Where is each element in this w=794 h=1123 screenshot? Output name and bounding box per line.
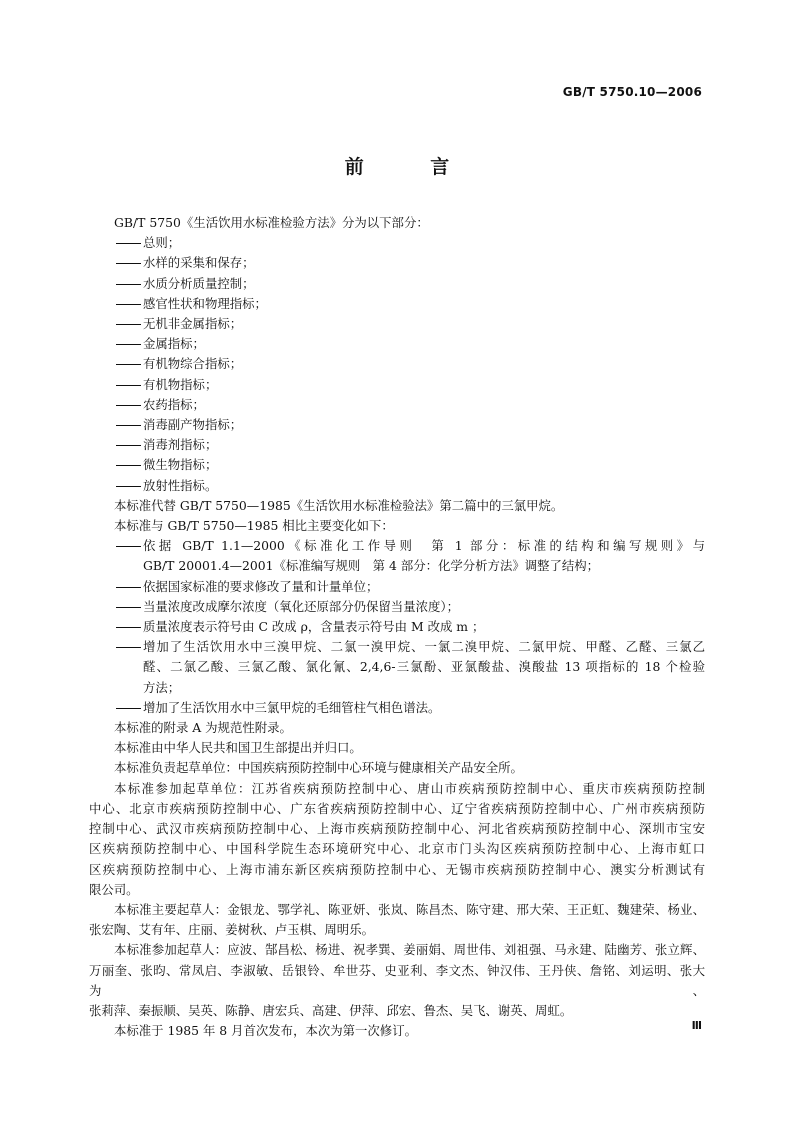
participating-units-line: 限公司。 <box>89 881 139 897</box>
change-item: 依据 GB/T 1.1—2000《标准化工作导则 第 1 部分：标准的结构和编写规则》与 <box>89 536 705 556</box>
change-item: 增加了生活饮用水中三溴甲烷、二氯一溴甲烷、一氯二溴甲烷、二氯甲烷、甲醛、乙醛、三氯乙 <box>89 637 705 657</box>
participating-units-line: 区疾病预防控制中心、中国科学院生态环境研究中心、北京市门头沟区疾病预防控制中心、上海市虹口 <box>89 841 705 857</box>
part-item: 感官性状和物理指标； <box>89 294 705 314</box>
replace-statement: 本标准代替 GB/T 5750—1985《生活饮用水标准检验法》第二篇中的三氯甲烷。 <box>114 497 564 513</box>
part-item: 有机物指标； <box>89 375 705 395</box>
part-item: 水质分析质量控制； <box>89 274 705 294</box>
first-issued-statement: 本标准于 1985 年 8 月首次发布，本次为第一次修订。 <box>114 1023 417 1039</box>
part-item: 无机非金属指标； <box>89 314 705 334</box>
change-item: 质量浓度表示符号由 C 改成 ρ，含量表示符号由 M 改成 m ； <box>89 617 705 637</box>
responsible-drafter-statement: 本标准负责起草单位：中国疾病预防控制中心环境与健康相关产品安全所。 <box>114 760 523 776</box>
participating-units-line: 中心、北京市疾病预防控制中心、广东省疾病预防控制中心、辽宁省疾病预防控制中心、广州市疾病预防 <box>89 800 705 816</box>
part-item: 水样的采集和保存； <box>89 253 705 273</box>
appendix-statement: 本标准的附录 A 为规范性附录。 <box>114 720 292 736</box>
page-number: Ⅲ <box>691 1019 702 1032</box>
intro-paragraph: GB/T 5750《生活饮用水标准检验方法》分为以下部分： <box>114 215 429 230</box>
page-title: 前 言 <box>344 156 480 178</box>
change-item: 当量浓度改成摩尔浓度（氧化还原部分仍保留当量浓度）； <box>89 597 705 617</box>
main-drafters-line: 本标准主要起草人：金银龙、鄂学礼、陈亚妍、张岚、陈昌杰、陈守建、邢大荣、王正虹、魏建荣、杨业、 <box>114 901 705 917</box>
foreword-body <box>89 213 705 1041</box>
part-item: 消毒剂指标； <box>89 435 705 455</box>
change-item: 增加了生活饮用水中三氯甲烷的毛细管柱气相色谱法。 <box>89 698 705 718</box>
participating-drafters-line: 万丽奎、张昀、常凤启、李淑敏、岳银铃、牟世芬、史亚利、李文杰、钟汉伟、王丹侠、詹铭、刘运明、张大为、 <box>89 962 705 998</box>
part-item: 总则； <box>89 233 705 253</box>
participating-drafters-line: 本标准参加起草人：应波、郜昌松、杨进、祝孝巽、姜丽娟、周世伟、刘祖强、马永建、陆幽芳、张立辉、 <box>114 942 705 958</box>
change-item: 依据国家标准的要求修改了量和计量单位； <box>89 577 705 597</box>
participating-units-line: 控制中心、武汉市疾病预防控制中心、上海市疾病预防控制中心、河北省疾病预防控制中心、深圳市宝安 <box>89 821 705 837</box>
change-item-continuation: 方法； <box>143 679 181 695</box>
part-item: 金属指标； <box>89 334 705 354</box>
change-item-continuation: 醛、二氯乙酸、三氯乙酸、氯化氰、2,4,6-三氯酚、亚氯酸盐、溴酸盐 13 项指标的 18 个检验 <box>143 659 705 675</box>
standard-number: GB/T 5750.10—2006 <box>562 85 702 99</box>
main-drafters-line: 张宏陶、艾有年、庄丽、姜树秋、卢玉棋、周明乐。 <box>89 922 374 938</box>
part-item: 农药指标； <box>89 395 705 415</box>
part-item: 消毒副产物指标； <box>89 415 705 435</box>
participating-drafters-line: 张莉萍、秦振顺、吴英、陈静、唐宏兵、高建、伊萍、邱宏、鲁杰、吴飞、谢英、周虹。 <box>89 1002 573 1018</box>
participating-units-line: 本标准参加起草单位：江苏省疾病预防控制中心、唐山市疾病预防控制中心、重庆市疾病预防控制 <box>114 780 705 796</box>
participating-units-line: 区疾病预防控制中心、上海市浦东新区疾病预防控制中心、无锡市疾病预防控制中心、澳实分析测试有 <box>89 861 705 877</box>
part-item: 放射性指标。 <box>89 476 705 496</box>
change-item-continuation: GB/T 20001.4—2001《标准编写规则 第 4 部分：化学分析方法》调整了结构； <box>143 558 600 574</box>
part-item: 有机物综合指标； <box>89 354 705 374</box>
part-item: 微生物指标； <box>89 455 705 475</box>
changes-intro: 本标准与 GB/T 5750—1985 相比主要变化如下： <box>114 518 394 534</box>
proposed-by-statement: 本标准由中华人民共和国卫生部提出并归口。 <box>114 740 362 756</box>
